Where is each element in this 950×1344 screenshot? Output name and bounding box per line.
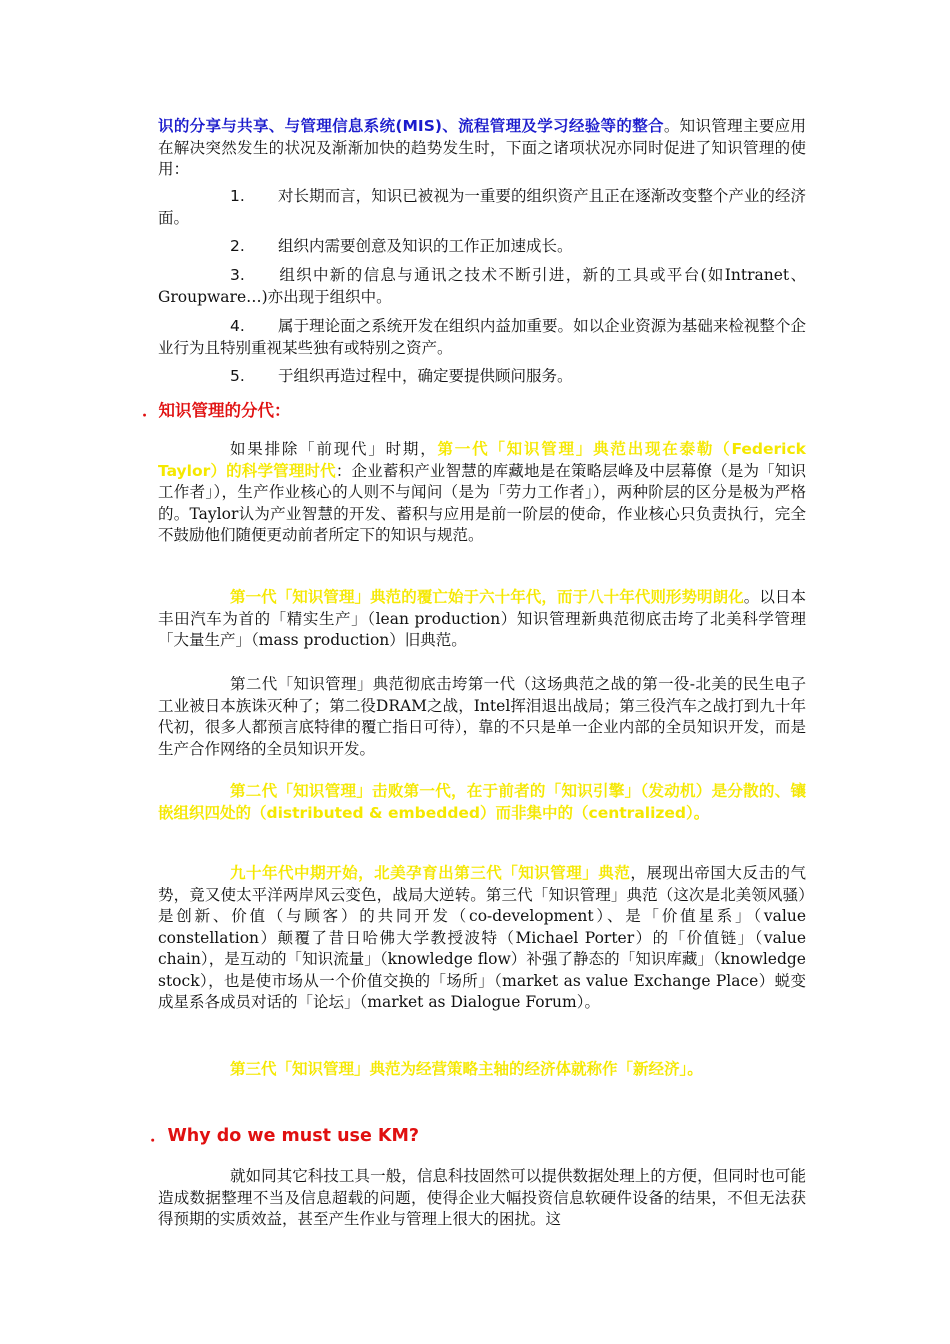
- list-number: 4.: [230, 317, 245, 335]
- second-generation-paragraph: 第二代「知识管理」典范彻底击垮第一代（这场典范之战的第一役-北美的民生电子工业被日本族诛灭种了；第二役DRAM之战，Intel挥泪退出战局；第三役汽车之战打到九十年代初，很多人都预言底特律的覆亡指日可待），靠的不只是单一企业内部的全员知识开发，而是生产合作网络的全员知识开发。: [158, 675, 806, 758]
- para-lead: 如果排除「前现代」时期，: [230, 440, 438, 458]
- second-generation-highlight: 第二代「知识管理」击败第一代，在于前者的「知识引擎」（发动机）是分散的、镶嵌组织四处的（distributed & embedded）而非集中的（centralized）。: [158, 782, 806, 822]
- list-text: 属于理论面之系统开发在组织内益加重要。如以企业资源为基础来检视整个企业行为且特别重视某些独有或特别之资产。: [158, 317, 806, 357]
- highlight-text: 九十年代中期开始，北美孕育出第三代「知识管理」典范: [230, 864, 631, 882]
- why-km-paragraph: 就如同其它科技工具一般，信息科技固然可以提供数据处理上的方便，但同时也可能造成数据整理不当及信息超载的问题，使得企业大幅投资信息软硬件设备的结果，不但无法获得预期的实质效益，甚至产生作业与管理上很大的困扰。这: [158, 1167, 806, 1228]
- list-text: 对长期而言，知识已被视为一重要的组织资产且正在逐渐改变整个产业的经济面。: [158, 187, 806, 227]
- list-text: 于组织再造过程中，确定要提供顾问服务。: [278, 367, 573, 385]
- list-item-1: [158, 186, 806, 229]
- new-economy-highlight: 第三代「知识管理」典范为经营策略主轴的经济体就称作「新经济」。: [230, 1060, 703, 1078]
- para-text: ：企业蓄积产业智慧的库藏地是在策略层峰及中层幕僚（是为「知识工作者」），生产作业核心的人则不与闻问（是为「劳力工作者」），两种阶层的区分是极为严格的。Taylor认为产业智慧的开发、蓄积与应用是前一阶层的使命，作业核心只负责执行，完全不鼓励他们随便更动前者所定下的知识与规范。: [158, 461, 806, 544]
- list-number: 2.: [230, 237, 245, 255]
- list-text: 组织内需要创意及知识的工作正加速成长。: [278, 237, 573, 255]
- intro-paragraph: [158, 116, 806, 181]
- first-generation-decline-paragraph: [158, 587, 806, 652]
- highlight-text: 第一代「知识管理」典范的覆亡始于六十年代，而于八十年代则形势明朗化: [230, 588, 744, 606]
- first-generation-paragraph: [158, 439, 806, 547]
- section-heading-generations: ．知识管理的分代：: [142, 401, 291, 420]
- list-number: 5.: [230, 367, 245, 385]
- list-text: 组织中新的信息与通讯之技术不断引进，新的工具或平台(如Intranet、Groupware…)亦出现于组织中。: [158, 266, 806, 306]
- para-text: ，展现出帝国大反击的气势，竟又使太平洋两岸风云变色，战局大逆转。第三代「知识管理」典范（这次是北美领风骚）是创新、价值（与顾客）的共同开发（co-development）、是「价值星系」（value constellation）颠覆了昔日哈佛大学教授波特（Michael Porter）的「价值链」（value chain），是互动的「知识流量」（knowledge flow）补强了静态的「知识库藏」（knowledge stock），也是使市场从一个价值交换的「场所」（market as value Exchange Place）蜕变成星系各成员对话的「论坛」（market as Dialogue Forum）。: [158, 864, 806, 1011]
- highlight-text: 第一代「知识管理」典范出现在泰勒（Federick Taylor）的科学管理时代: [158, 440, 806, 480]
- section-heading-why-km: ．Why do we must use KM?: [150, 1126, 420, 1146]
- intro-text: 。知识管理主要应用在解决突然发生的状况及渐渐加快的趋势发生时，下面之诸项状况亦同时促进了知识管理的使用：: [158, 117, 806, 178]
- list-item-2: [158, 236, 806, 258]
- list-number: 1.: [230, 187, 245, 205]
- list-item-3: [158, 265, 806, 308]
- list-number: 3.: [230, 266, 245, 284]
- intro-bold-text: 识的分享与共享、与管理信息系统(MIS)、流程管理及学习经验等的整合: [158, 117, 664, 135]
- para-text: 。以日本丰田汽车为首的「精实生产」（lean production）知识管理新典范彻底击垮了北美科学管理「大量生产」（mass production）旧典范。: [158, 588, 806, 649]
- list-item-4: [158, 316, 806, 359]
- third-generation-paragraph: [158, 863, 806, 1014]
- list-item-5: [158, 366, 806, 388]
